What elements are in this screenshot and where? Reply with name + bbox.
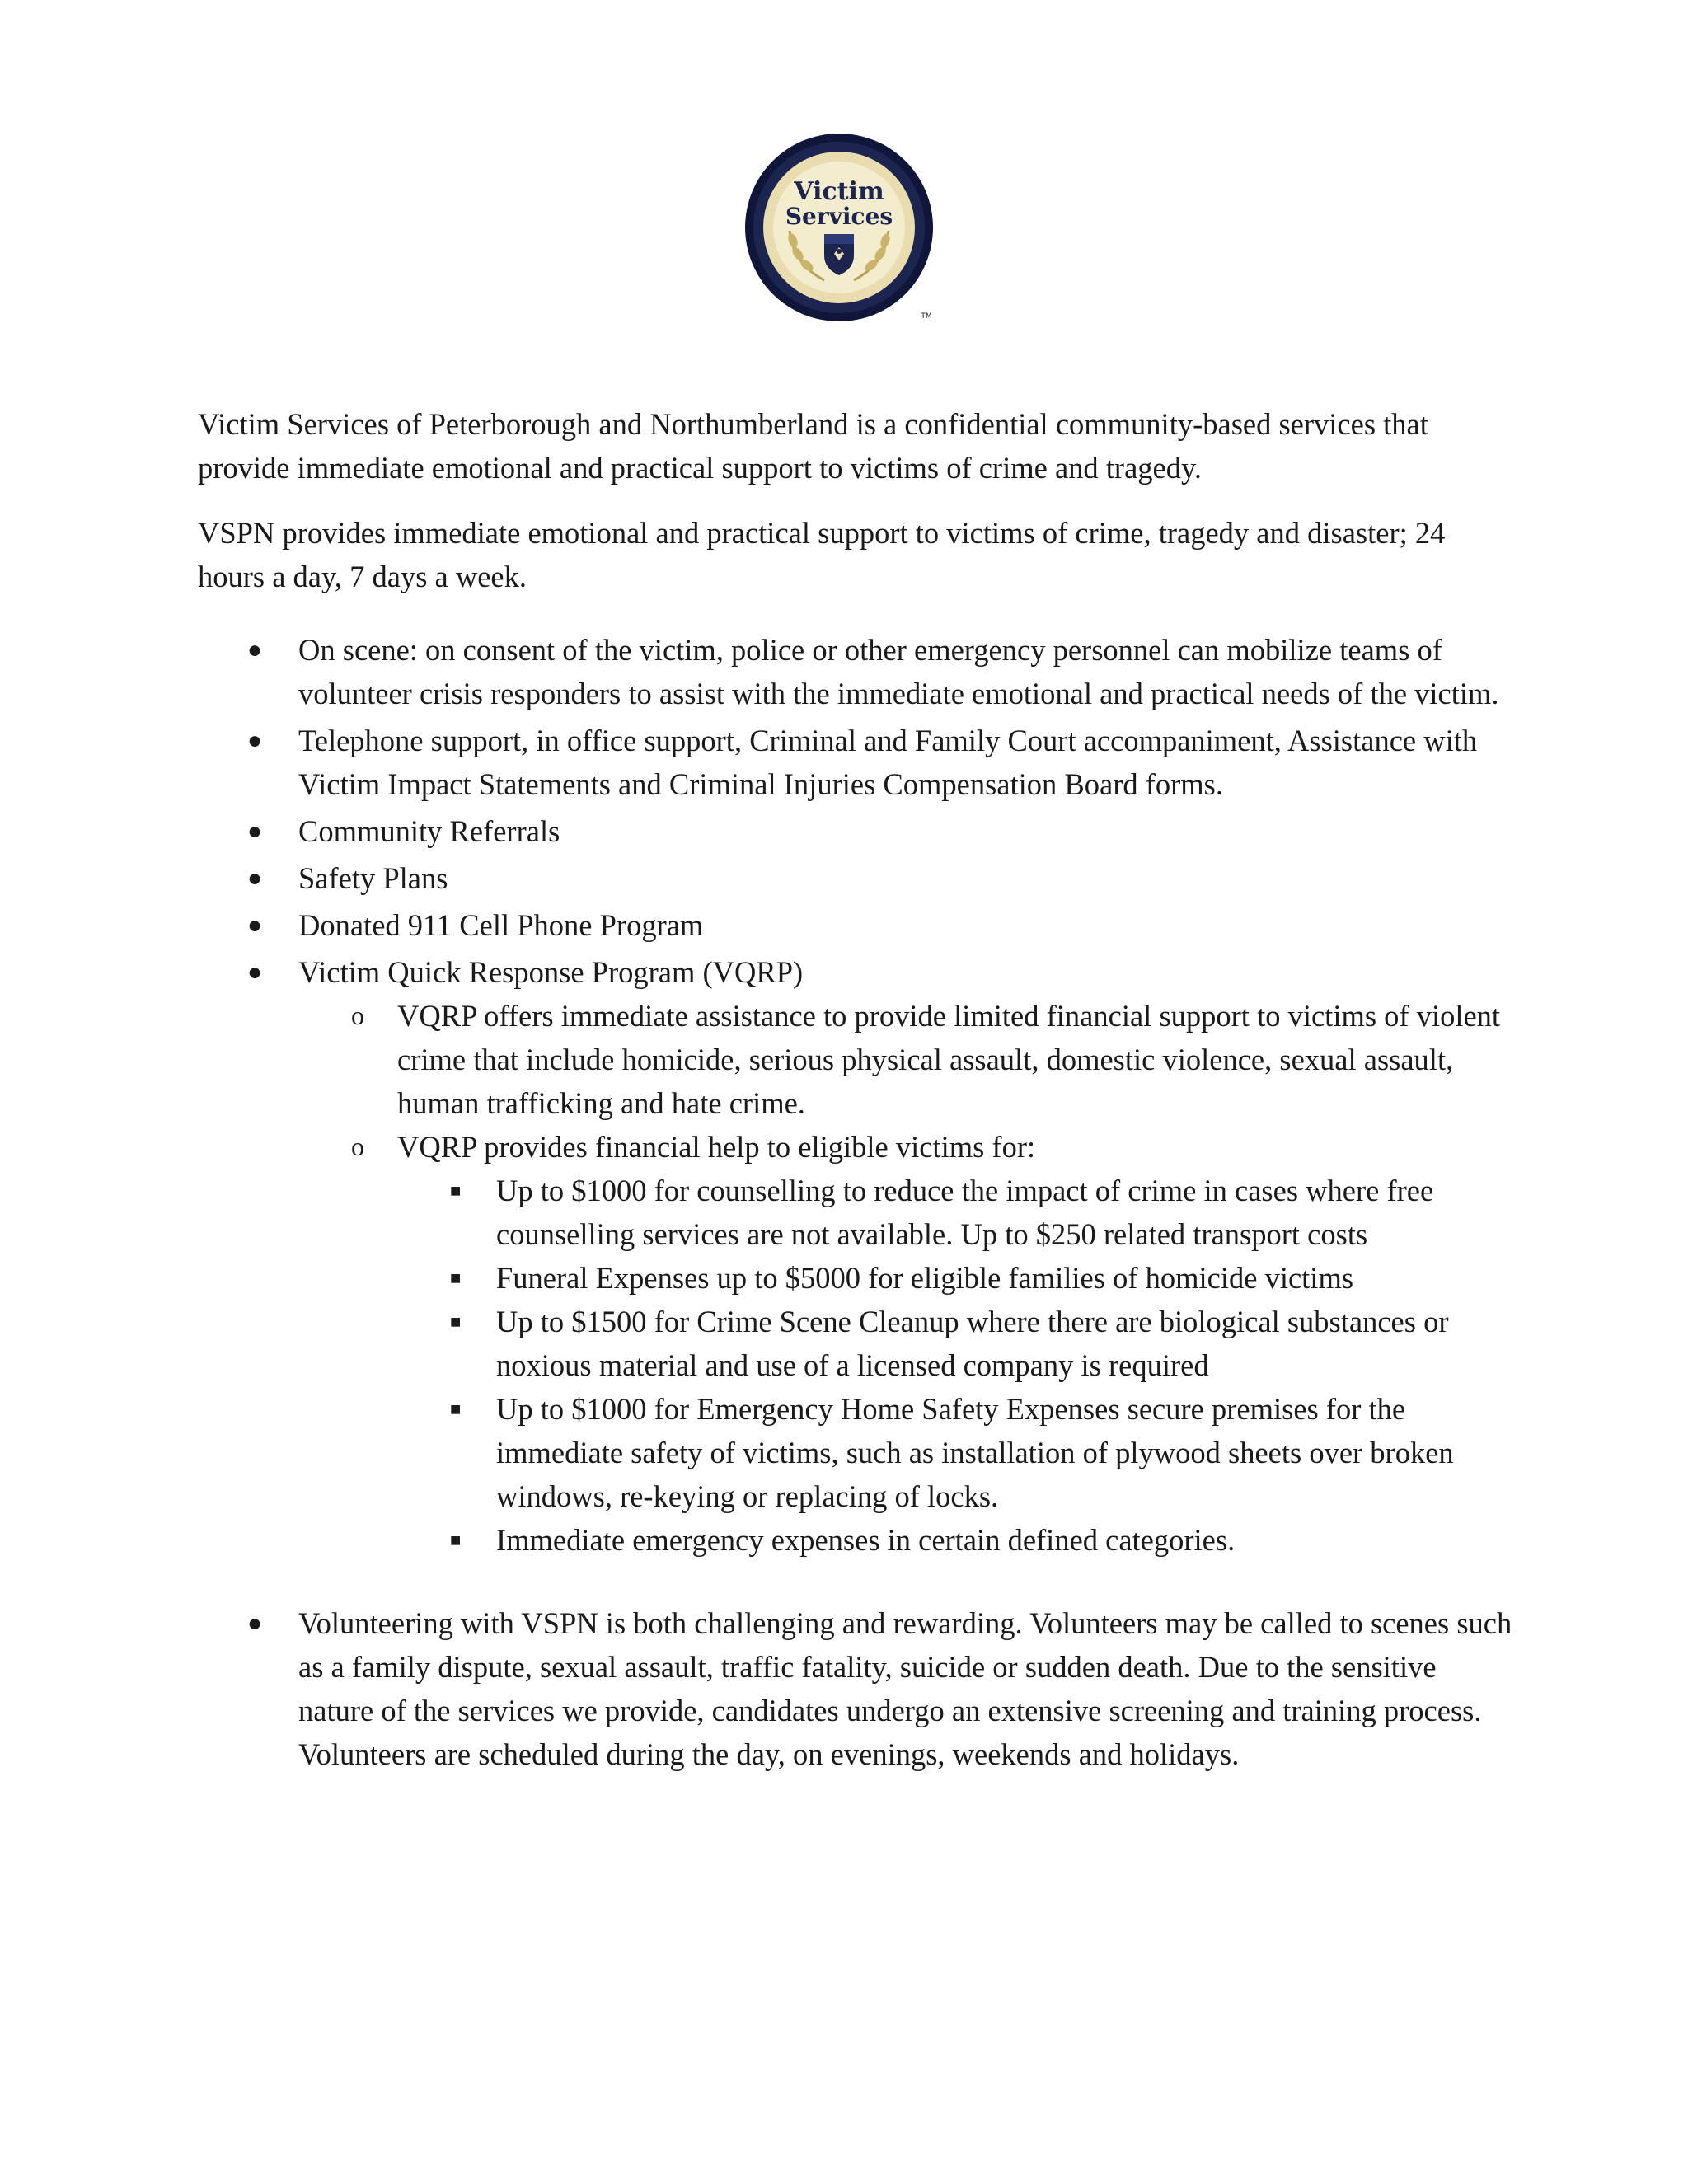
volunteering-list bbox=[198, 1601, 1517, 1776]
services-list bbox=[198, 628, 1517, 1562]
list-item-text: Victim Quick Response Program (VQRP) bbox=[298, 955, 804, 989]
document-body bbox=[198, 402, 1517, 1779]
expense-item bbox=[397, 1518, 1517, 1562]
eligible-expenses-list bbox=[397, 1169, 1517, 1562]
vqrp-sublist bbox=[298, 994, 1517, 1562]
bullet-marker: ● bbox=[247, 958, 263, 986]
logo-text-line1: Victim bbox=[794, 177, 884, 206]
sublist-item-text: VQRP provides financial help to eligible victims for: bbox=[397, 1130, 1036, 1164]
bullet-marker: ● bbox=[247, 818, 263, 845]
availability-paragraph: VSPN provides immediate emotional and practical support to victims of crime, tragedy and disaster; 24 hours a day, 7 days a week. bbox=[198, 516, 1446, 593]
sublist-item bbox=[298, 994, 1517, 1125]
bullet-marker: ● bbox=[247, 636, 263, 663]
sublist-item-text: VQRP offers immediate assistance to provide limited financial support to victims of violent crime that include homicide, serious physical assault, domestic violence, sexual assault, human trafficking and hate crime. bbox=[397, 999, 1501, 1120]
section-spacer bbox=[198, 1565, 1517, 1601]
list-item-text: Safety Plans bbox=[298, 861, 448, 895]
expense-item bbox=[397, 1387, 1517, 1518]
list-item bbox=[198, 903, 1517, 947]
logo-seal-icon bbox=[742, 132, 956, 346]
square-bullet-marker: ■ bbox=[450, 1399, 462, 1419]
list-item-text: Donated 911 Cell Phone Program bbox=[298, 908, 704, 942]
bullet-marker: ● bbox=[247, 912, 263, 939]
square-bullet-marker: ■ bbox=[450, 1311, 462, 1332]
square-bullet-marker: ■ bbox=[450, 1268, 462, 1288]
list-item-vqrp bbox=[198, 950, 1517, 1562]
square-bullet-marker: ■ bbox=[450, 1530, 462, 1550]
expense-item-text: Immediate emergency expenses in certain defined categories. bbox=[496, 1523, 1236, 1557]
sublist-item bbox=[298, 1125, 1517, 1562]
list-item bbox=[198, 856, 1517, 900]
expense-item-text: Up to $1500 for Crime Scene Cleanup where there are biological substances or noxious material and use of a licensed company is required bbox=[496, 1305, 1449, 1382]
volunteering-text: Volunteering with VSPN is both challenging and rewarding. Volunteers may be called to scenes such as a family dispute, sexual assault, traffic fatality, suicide or sudden death. Due to the sensitive nature of the services we provide, candidates undergo an extensive screening and training process. Volunteers are scheduled during the day, on evenings, weekends and holidays. bbox=[298, 1606, 1512, 1771]
bullet-marker: ● bbox=[247, 865, 263, 892]
list-item-text: On scene: on consent of the victim, police or other emergency personnel can mobilize teams of volunteer crisis responders to assist with the immediate emotional and practical needs of the victim. bbox=[298, 633, 1499, 710]
bullet-marker: ● bbox=[247, 727, 263, 754]
list-item bbox=[198, 809, 1517, 853]
expense-item-text: Up to $1000 for counselling to reduce the impact of crime in cases where free counselling services are not available. Up to $250 related transport costs bbox=[496, 1174, 1434, 1251]
sub-bullet-marker: o bbox=[351, 1132, 364, 1161]
expense-item bbox=[397, 1169, 1517, 1256]
logo-text-line2: Services bbox=[785, 203, 893, 230]
victim-services-logo bbox=[742, 132, 956, 346]
expense-item bbox=[397, 1256, 1517, 1300]
sub-bullet-marker: o bbox=[351, 1001, 364, 1030]
expense-item-text: Funeral Expenses up to $5000 for eligible families of homicide victims bbox=[496, 1261, 1354, 1295]
square-bullet-marker: ■ bbox=[450, 1180, 462, 1201]
list-item-text: Community Referrals bbox=[298, 814, 560, 848]
list-item bbox=[198, 628, 1517, 715]
bullet-marker: ● bbox=[247, 1610, 263, 1637]
list-item-volunteering bbox=[198, 1601, 1517, 1776]
expense-item-text: Up to $1000 for Emergency Home Safety Expenses secure premises for the immediate safety of victims, such as installation of plywood sheets over broken windows, re-keying or replacing of locks. bbox=[496, 1392, 1454, 1513]
logo-trademark: TM bbox=[921, 312, 932, 321]
intro-paragraph: Victim Services of Peterborough and Northumberland is a confidential community-based services that provide immediate emotional and practical support to victims of crime and tragedy. bbox=[198, 407, 1428, 485]
list-item bbox=[198, 719, 1517, 806]
expense-item bbox=[397, 1300, 1517, 1387]
list-item-text: Telephone support, in office support, Criminal and Family Court accompaniment, Assistance with Victim Impact Statements and Criminal Injuries Compensation Board forms. bbox=[298, 724, 1478, 801]
